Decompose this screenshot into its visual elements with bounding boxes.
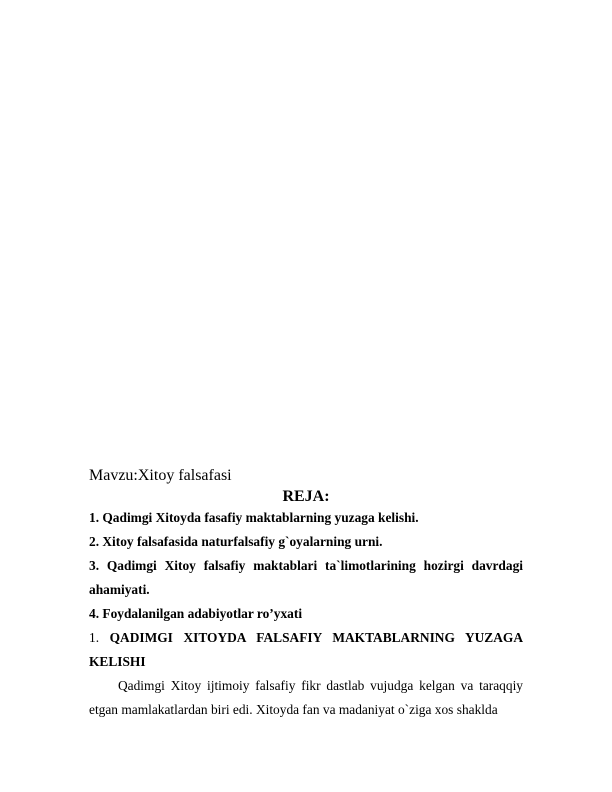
plan-title: REJA:: [282, 488, 330, 505]
plan-item-4: 4. Foydalanilgan adabiyotlar ro’yxati: [89, 606, 303, 621]
plan-list: [89, 506, 523, 626]
body-paragraph: Qadimgi Xitoy ijtimoiy falsafiy fikr dastlab vujudga kelgan va taraqqiy etgan mamlakatlardan biri edi. Xitoyda fan va madaniyat o`ziga xos shaklda: [89, 678, 523, 717]
section-number: 1.: [89, 630, 100, 645]
document-content: [89, 466, 523, 722]
section-heading: [89, 626, 523, 674]
plan-item-3: 3. Qadimgi Xitoy falsafiy maktablari ta`limotlarining hozirgi davrdagi ahamiyati.: [89, 558, 523, 597]
plan-item-2: 2. Xitoy falsafasida naturfalsafiy g`oyalarning urni.: [89, 534, 383, 549]
topic-line: Mavzu:Xitoy falsafasi: [89, 467, 232, 484]
section-title: QADIMGI XITOYDA FALSAFIY MAKTABLARNING YUZAGA KELISHI: [89, 630, 523, 669]
plan-item-1: 1. Qadimgi Xitoyda fasafiy maktablarning yuzaga kelishi.: [89, 510, 419, 525]
